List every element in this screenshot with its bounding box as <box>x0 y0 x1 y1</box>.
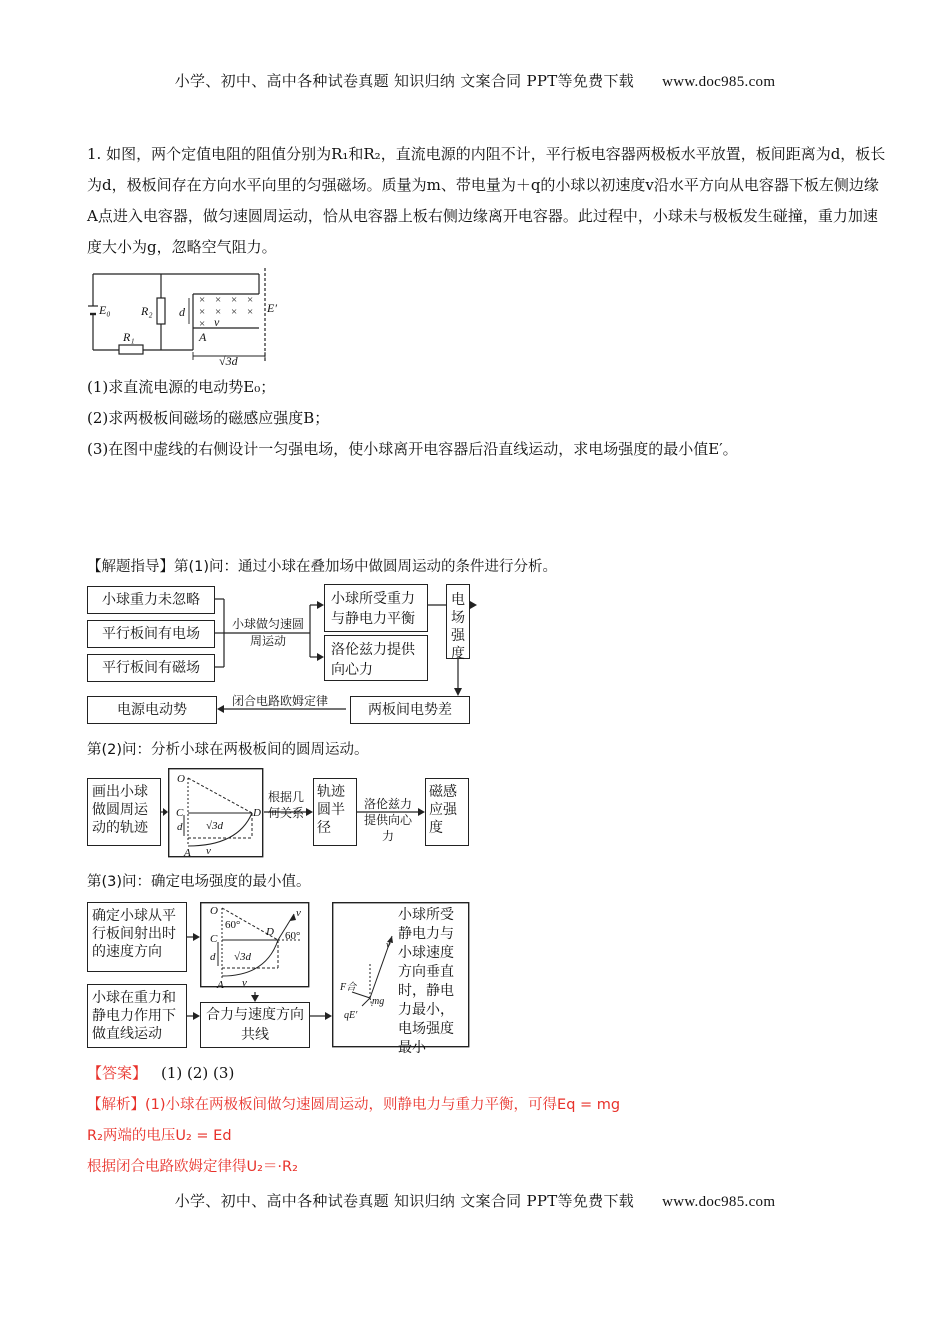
f3-label-60-left: 60° <box>225 919 241 931</box>
field-cross: × <box>215 294 222 306</box>
field-cross: × <box>231 294 238 306</box>
f3-force-qe: qE′ <box>344 1010 358 1021</box>
flow3-conclusion-text: 小球所受静电力与小球速度方向垂直时，静电力最小，电场强度最小 <box>398 907 454 1056</box>
answer-label: 【答案】 <box>87 1064 148 1082</box>
f3-label-c: C <box>210 933 218 945</box>
question-2: (2)求两极板间磁场的磁感应强度B； <box>87 409 330 427</box>
flow1-efield-strength-box: 电场强度 <box>446 584 470 659</box>
header-text: 小学、初中、高中各种试卷真题 知识归纳 文案合同 PPT等免费下载 <box>174 72 635 90</box>
problem-statement: 1. 如图，两个定值电阻的阻值分别为R₁和R₂，直流电源的内阻不计，平行板电容器两极板水平放置，板间距离为d，板长为d，极板间存在方向水平向里的匀强磁场。质量为m、带电量为＋q的小球以初速度v沿水平方向从电容器下板左侧边缘A点进入电容器，做匀速圆周运动，恰从电容器上板右侧边缘离开电容器。此过程中，小球未与极板发生碰撞，重力加速度大小为g，忽略空气阻力。 <box>87 145 886 256</box>
f3-label-v-top: v <box>296 907 301 919</box>
flow1-bfield-box: 平行板间有磁场 <box>87 654 215 682</box>
flow1-mid-label: 小球做匀速圆周运动 <box>231 617 304 648</box>
guide-title-1: 【解题指导】第(1)问：通过小球在叠加场中做圆周运动的条件进行分析。 <box>87 559 558 575</box>
f2-label-o: O <box>177 773 185 785</box>
label-r1: R₁ <box>123 330 135 344</box>
header-url[interactable]: www.doc985.com <box>662 74 776 90</box>
page-footer <box>0 1190 950 1211</box>
f3-force-v: v <box>386 940 391 951</box>
flow1-voltage-box: 两板间电势差 <box>350 696 470 724</box>
flow2-arrow2-label: 洛伦兹力提供向心力 <box>363 797 412 843</box>
flow1-emf-box: 电源电动势 <box>87 696 217 724</box>
label-d: d <box>179 305 185 319</box>
flow1-bottom-label: 闭合电路欧姆定律 <box>232 694 329 708</box>
f2-label-c: C <box>176 807 184 819</box>
answer-text: (1) (2) (3) <box>161 1064 235 1082</box>
answer-line <box>87 1062 234 1083</box>
f3-label-60-right: 60° <box>285 930 301 942</box>
f2-label-d: D <box>253 807 261 819</box>
f2-label-a: A <box>184 847 191 859</box>
flow1-balance-box: 小球所受重力与静电力平衡 <box>324 584 428 632</box>
label-eprime: E′ <box>267 301 277 315</box>
flow2-radius-box: 轨迹圆半径 <box>313 778 357 846</box>
field-cross: × <box>215 306 222 318</box>
flow2-arrow1-label: 根据几何关系 <box>268 790 305 820</box>
f3-label-d: D <box>266 926 274 938</box>
label-e0: E₀ <box>99 303 111 317</box>
footer-text: 小学、初中、高中各种试卷真题 知识归纳 文案合同 PPT等免费下载 <box>174 1192 635 1210</box>
f3-label-d-gap: d <box>210 951 216 963</box>
field-cross: × <box>247 306 254 318</box>
flow3-collinear-box: 合力与速度方向共线 <box>200 1002 310 1048</box>
label-v: v <box>214 315 220 329</box>
field-cross: × <box>199 294 206 306</box>
label-width: √3d <box>219 354 238 368</box>
field-cross: × <box>231 306 238 318</box>
f3-label-width: √3d <box>234 951 252 963</box>
guide-title-2: 第(2)问：分析小球在两极板间的圆周运动。 <box>87 742 369 758</box>
f3-label-v: v <box>242 977 247 989</box>
f3-force-fhe: F合 <box>340 982 357 993</box>
question-3: (3)在图中虚线的右侧设计一匀强电场，使小球离开电容器后沿直线运动，求电场强度的最小值E′。 <box>87 440 738 458</box>
f3-label-a: A <box>217 979 224 991</box>
flow2-trajectory-box: 画出小球做圆周运动的轨迹 <box>87 778 161 846</box>
flow1-lorentz-box: 洛伦兹力提供向心力 <box>324 635 428 681</box>
flow1-gravity-box: 小球重力未忽略 <box>87 586 215 614</box>
flow2-bfield-box: 磁感应强度 <box>425 778 469 846</box>
flow3-direction-box: 确定小球从平行板间射出时的速度方向 <box>87 902 187 972</box>
analysis-line-2: R₂两端的电压U₂ = Ed <box>87 1128 232 1144</box>
field-cross: × <box>247 294 254 306</box>
f2-label-v: v <box>206 845 211 857</box>
question-1: (1)求直流电源的电动势E₀； <box>87 378 276 396</box>
field-cross: × <box>199 306 206 318</box>
flow3-straight-line-box: 小球在重力和静电力作用下做直线运动 <box>87 984 187 1048</box>
analysis-line-1: 【解析】(1)小球在两极板间做匀速圆周运动，则静电力与重力平衡，可得Eq = mg <box>87 1097 621 1113</box>
f2-label-width: √3d <box>206 820 224 832</box>
field-cross: × <box>199 318 206 330</box>
footer-url[interactable]: www.doc985.com <box>662 1194 776 1210</box>
f3-force-mg: mg <box>372 996 385 1007</box>
label-r2: R₂ <box>141 304 153 318</box>
f3-label-o: O <box>210 905 218 917</box>
f2-label-d-gap: d <box>177 821 183 833</box>
guide-title-3: 第(3)问：确定电场强度的最小值。 <box>87 874 311 890</box>
label-a: A <box>199 330 207 344</box>
analysis-line-3: 根据闭合电路欧姆定律得U₂＝·R₂ <box>87 1159 298 1175</box>
flow1-efield-box: 平行板间有电场 <box>87 620 215 648</box>
